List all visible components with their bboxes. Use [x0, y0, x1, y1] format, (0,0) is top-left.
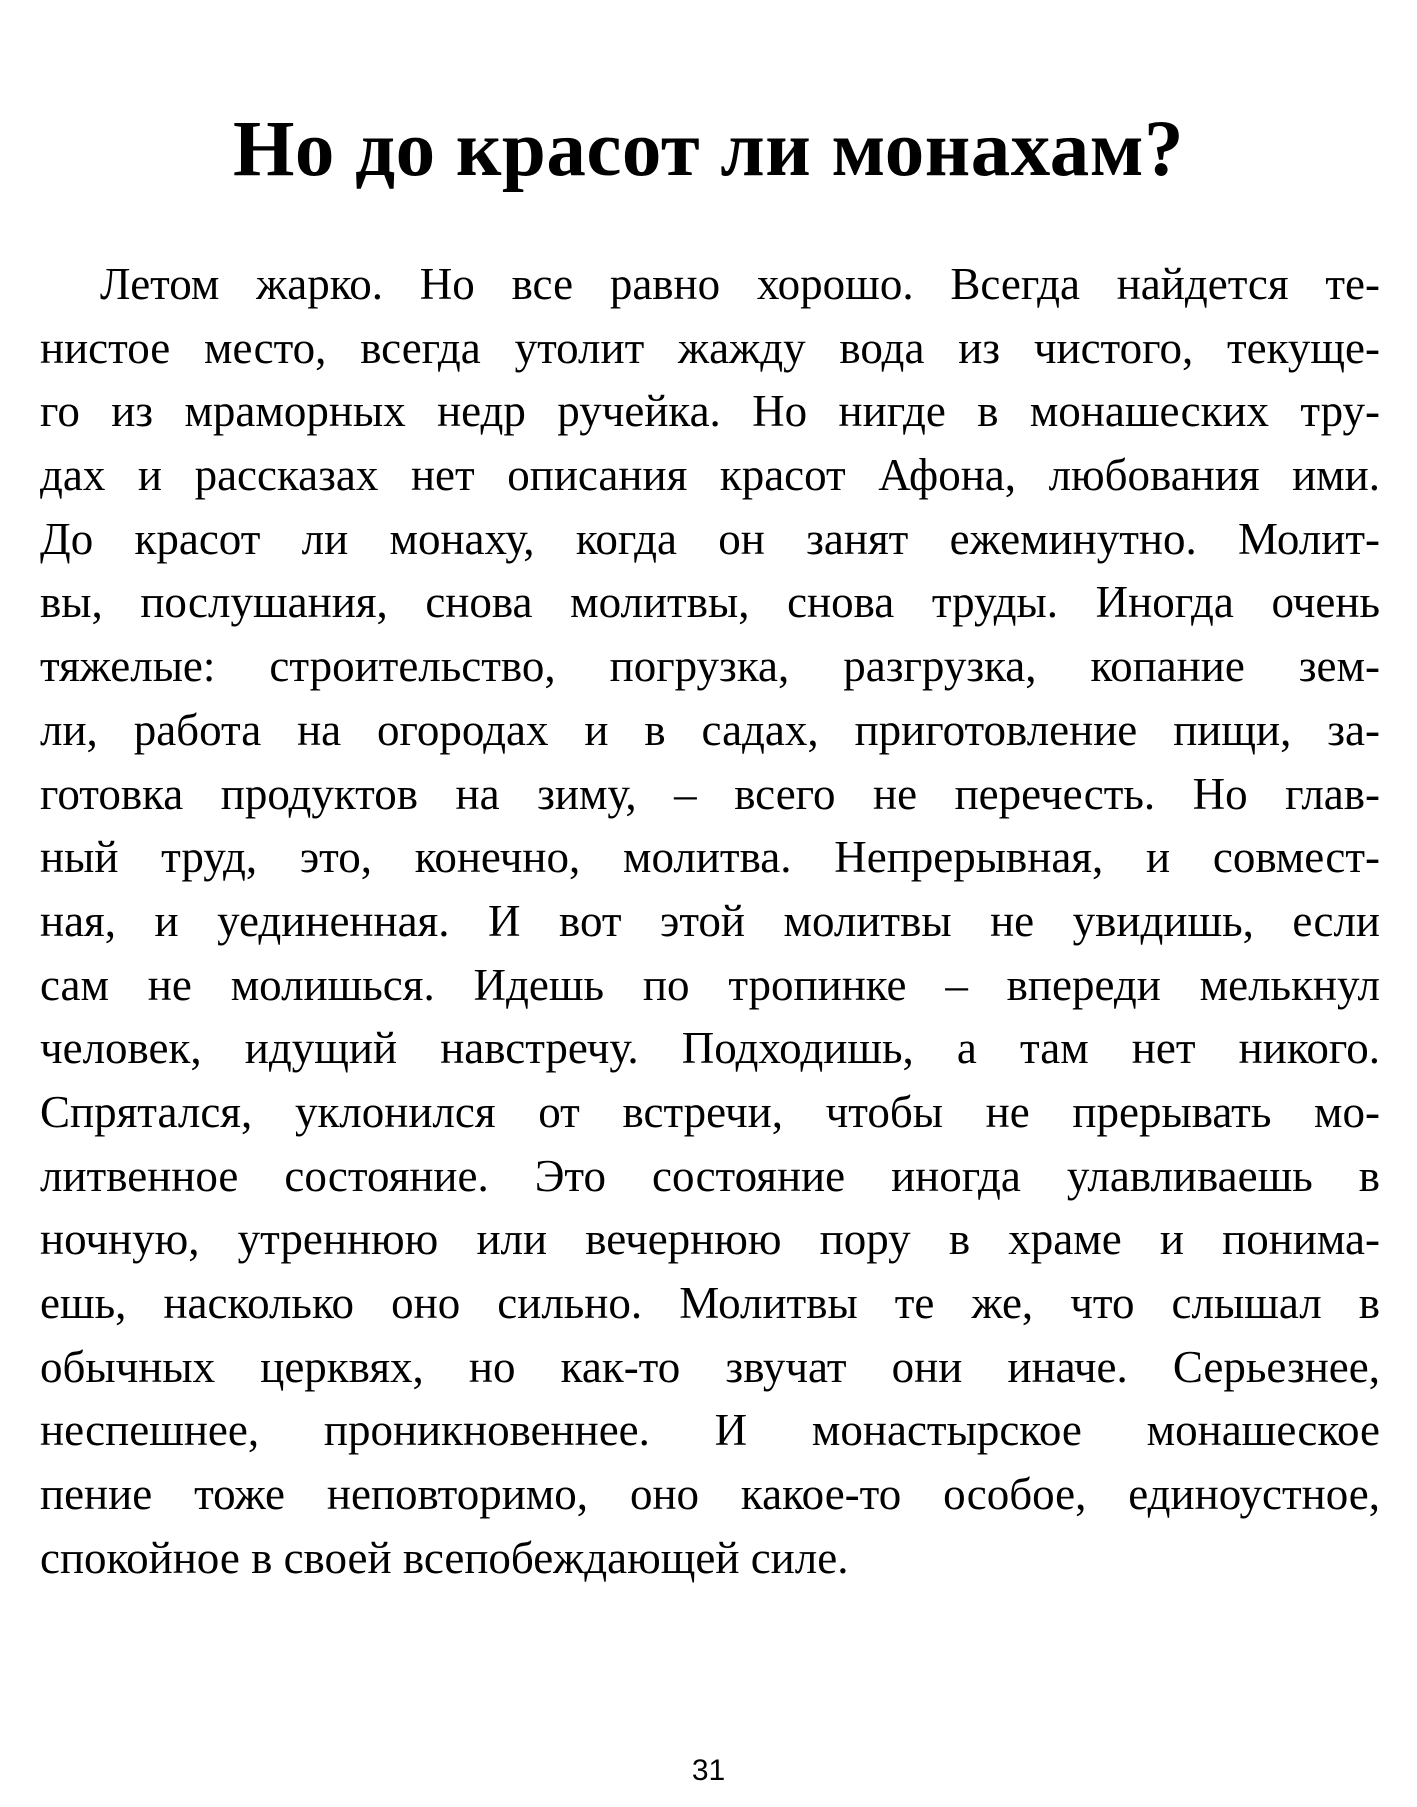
text-line: пение тоже неповторимо, оно какое-то особое, единоустное,	[40, 1469, 1380, 1520]
text-line: ный труд, это, конечно, молитва. Непрерывная, и совмест-	[40, 832, 1380, 883]
text-line: До красот ли монаху, когда он занят ежеминутно. Молит-	[40, 513, 1380, 564]
text-line: сам не молишься. Идешь по тропинке – впереди мелькнул	[40, 959, 1380, 1010]
text-line: Спрятался, уклонился от встречи, чтобы не прерывать мо-	[40, 1086, 1380, 1137]
text-line: обычных церквях, но как-то звучат они иначе. Серьезнее,	[40, 1341, 1380, 1392]
text-line: ная, и уединенная. И вот этой молитвы не увидишь, если	[40, 895, 1380, 946]
text-line: тяжелые: строительство, погрузка, разгрузка, копание зем-	[40, 641, 1380, 692]
text-line: неспешнее, проникновеннее. И монастырское монашеское	[40, 1405, 1380, 1456]
page-title: Но до красот ли монахам?	[232, 106, 1185, 193]
text-line: готовка продуктов на зиму, – всего не перечесть. Но глав-	[40, 768, 1380, 819]
body-paragraph	[40, 253, 1380, 1590]
text-line: литвенное состояние. Это состояние иногда улавливаешь в	[40, 1150, 1380, 1201]
text-line: Летом жарко. Но все равно хорошо. Всегда найдется те-	[100, 259, 1380, 309]
text-line: ешь, насколько оно сильно. Молитвы те же, что слышал в	[40, 1278, 1380, 1328]
text-line: человек, идущий навстречу. Подходишь, а там нет никого.	[40, 1023, 1380, 1074]
text-line: вы, послушания, снова молитвы, снова труды. Иногда очень	[40, 577, 1380, 628]
text-line: нистое место, всегда утолит жажду вода из чистого, текуще-	[40, 322, 1380, 373]
text-line: ночную, утреннюю или вечернюю пору в храме и понима-	[40, 1214, 1380, 1265]
text-line: ли, работа на огородах и в садах, приготовление пищи, за-	[40, 704, 1380, 755]
page-number: 31	[691, 1754, 726, 1787]
text-line: дах и рассказах нет описания красот Афона, любования ими.	[40, 450, 1380, 501]
text-line: го из мраморных недр ручейка. Но нигде в монашеских тру-	[40, 386, 1380, 437]
text-line: спокойное в своей всепобеждающей силе.	[40, 1532, 849, 1583]
